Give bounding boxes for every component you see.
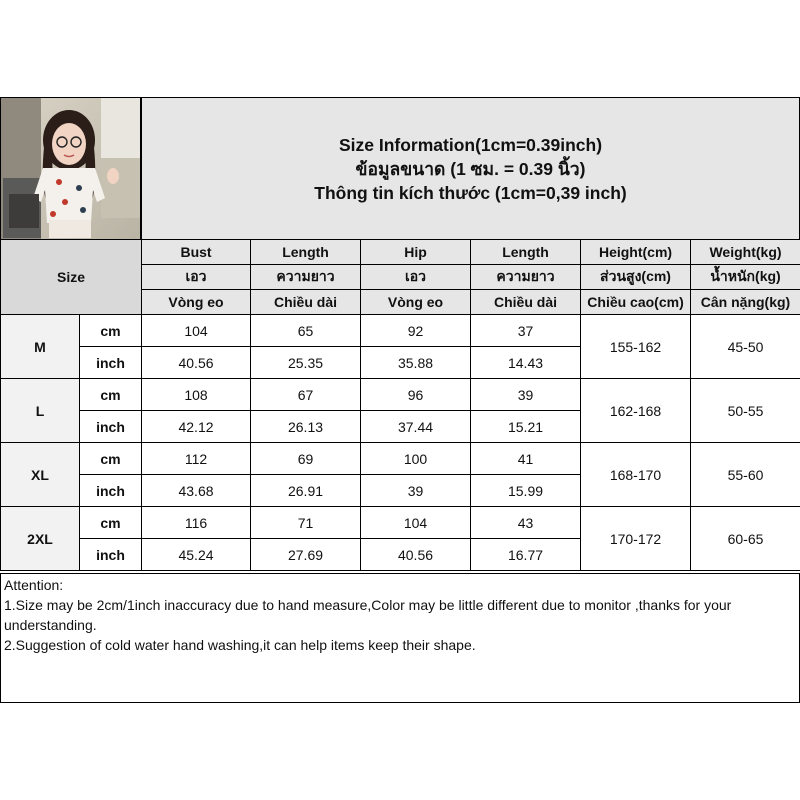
table-row: [1, 315, 800, 347]
size-label: L: [1, 379, 80, 443]
cell-value: 26.13: [251, 411, 361, 443]
col-header-en: Length: [471, 240, 581, 265]
cell-value: 104: [142, 315, 251, 347]
col-header-vi: Chiều dài: [471, 290, 581, 315]
size-info-header: [141, 97, 800, 240]
cell-value: 15.99: [471, 475, 581, 507]
model-photo-illustration: [1, 98, 141, 240]
size-chart: [0, 97, 800, 703]
cell-value: 25.35: [251, 347, 361, 379]
col-header-vi: Vòng eo: [361, 290, 471, 315]
cell-value: 39: [471, 379, 581, 411]
cell-value: 100: [361, 443, 471, 475]
attention-notes: [0, 573, 800, 703]
cell-value: 92: [361, 315, 471, 347]
size-label: M: [1, 315, 80, 379]
height-range: 162-168: [581, 379, 691, 443]
unit-label: cm: [80, 507, 142, 539]
table-row: [1, 507, 800, 539]
col-header-th: เอว: [142, 265, 251, 290]
cell-value: 15.21: [471, 411, 581, 443]
cell-value: 16.77: [471, 539, 581, 571]
col-header-vi: Chiều dài: [251, 290, 361, 315]
col-header-th: น้ำหนัก(kg): [691, 265, 800, 290]
col-header-vi: Vòng eo: [142, 290, 251, 315]
cell-value: 40.56: [361, 539, 471, 571]
cell-value: 65: [251, 315, 361, 347]
unit-label: cm: [80, 379, 142, 411]
unit-label: inch: [80, 347, 142, 379]
weight-range: 50-55: [691, 379, 800, 443]
col-header-vi: Cân nặng(kg): [691, 290, 800, 315]
col-header-en: Hip: [361, 240, 471, 265]
cell-value: 116: [142, 507, 251, 539]
unit-label: cm: [80, 443, 142, 475]
col-header-en: Length: [251, 240, 361, 265]
cell-value: 42.12: [142, 411, 251, 443]
col-header-en: Weight(kg): [691, 240, 800, 265]
cell-value: 26.91: [251, 475, 361, 507]
cell-value: 37.44: [361, 411, 471, 443]
size-table: [0, 239, 800, 571]
table-row: [1, 379, 800, 411]
cell-value: 27.69: [251, 539, 361, 571]
unit-label: inch: [80, 539, 142, 571]
size-label: 2XL: [1, 507, 80, 571]
table-row: [1, 443, 800, 475]
col-header-vi: Chiều cao(cm): [581, 290, 691, 315]
cell-value: 45.24: [142, 539, 251, 571]
header-line-vietnamese: Thông tin kích thước (1cm=0,39 inch): [314, 182, 627, 203]
attention-title: Attention:: [4, 577, 64, 593]
header-line-english: Size Information(1cm=0.39inch): [338, 134, 603, 155]
cell-value: 104: [361, 507, 471, 539]
cell-value: 96: [361, 379, 471, 411]
cell-value: 35.88: [361, 347, 471, 379]
cell-value: 40.56: [142, 347, 251, 379]
height-range: 155-162: [581, 315, 691, 379]
attention-note-2: 2.Suggestion of cold water hand washing,it can help items keep their shape.: [4, 637, 476, 653]
cell-value: 37: [471, 315, 581, 347]
col-header-th: ส่วนสูง(cm): [581, 265, 691, 290]
cell-value: 69: [251, 443, 361, 475]
model-photo: [0, 97, 141, 240]
cell-value: 43: [471, 507, 581, 539]
cell-value: 14.43: [471, 347, 581, 379]
attention-note-1: 1.Size may be 2cm/1inch inaccuracy due to hand measure,Color may be little different due to monitor ,thanks for your understanding.: [4, 597, 732, 633]
cell-value: 43.68: [142, 475, 251, 507]
size-column-title: Size: [1, 240, 142, 315]
col-header-en: Bust: [142, 240, 251, 265]
unit-label: cm: [80, 315, 142, 347]
height-range: 170-172: [581, 507, 691, 571]
cell-value: 67: [251, 379, 361, 411]
cell-value: 112: [142, 443, 251, 475]
weight-range: 55-60: [691, 443, 800, 507]
cell-value: 39: [361, 475, 471, 507]
col-header-th: เอว: [361, 265, 471, 290]
height-range: 168-170: [581, 443, 691, 507]
col-header-en: Height(cm): [581, 240, 691, 265]
weight-range: 45-50: [691, 315, 800, 379]
cell-value: 41: [471, 443, 581, 475]
header-row-english: [1, 240, 800, 265]
header-line-thai: ข้อมูลขนาด (1 ซม. = 0.39 นิ้ว): [355, 158, 586, 179]
cell-value: 71: [251, 507, 361, 539]
size-label: XL: [1, 443, 80, 507]
unit-label: inch: [80, 475, 142, 507]
col-header-th: ความยาว: [251, 265, 361, 290]
unit-label: inch: [80, 411, 142, 443]
col-header-th: ความยาว: [471, 265, 581, 290]
weight-range: 60-65: [691, 507, 800, 571]
cell-value: 108: [142, 379, 251, 411]
